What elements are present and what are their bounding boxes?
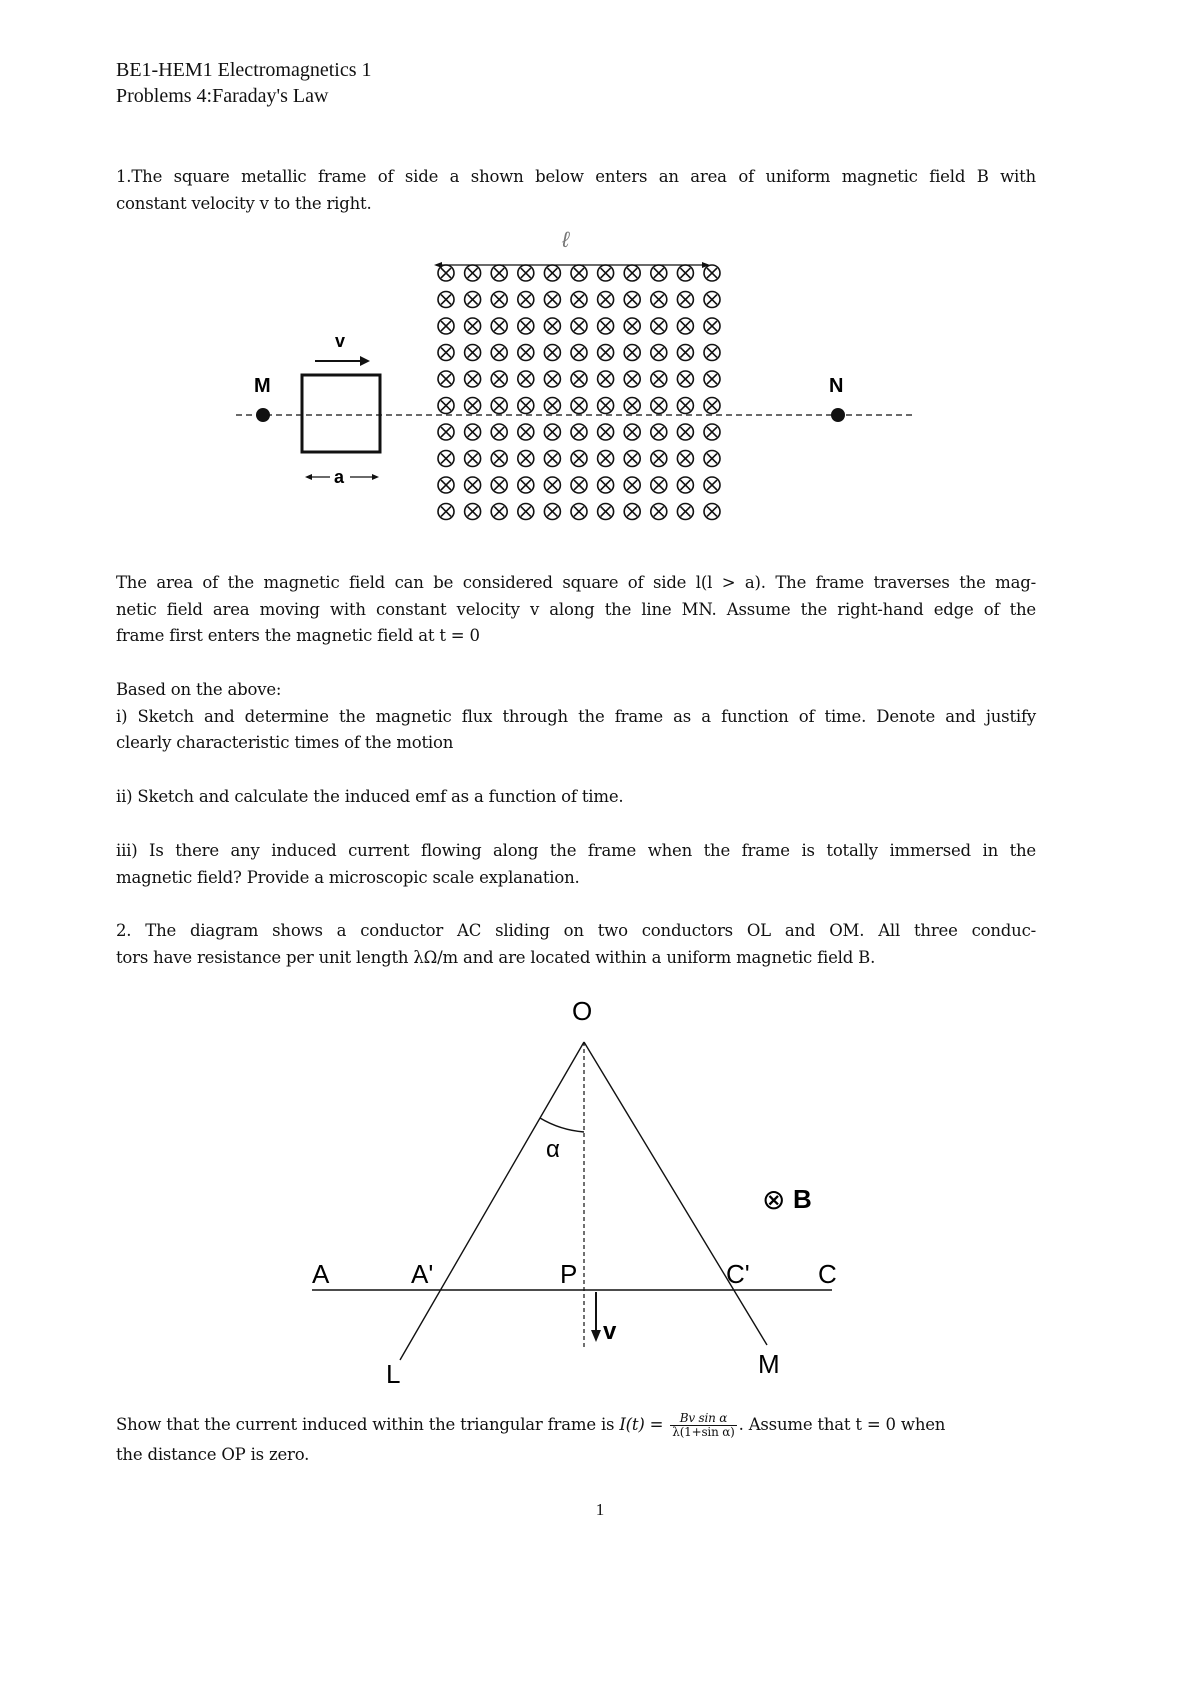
field-into-page-icon	[438, 451, 454, 467]
question-ii-text: ii) Sketch and calculate the induced emf as a function of time.	[116, 787, 624, 806]
page-number: 1	[595, 1500, 605, 1519]
field-into-page-icon	[651, 424, 667, 440]
field-into-page-icon	[438, 318, 454, 334]
question-iii-line2: magnetic field? Provide a microscopic scale explanation.	[116, 867, 580, 887]
field-into-page-icon	[677, 504, 693, 520]
a-dimension-left-head	[305, 474, 312, 480]
point-a-label: A	[312, 1259, 330, 1289]
field-into-page-icon	[677, 398, 693, 414]
field-into-page-icon	[438, 504, 454, 520]
magnetic-field-grid	[438, 265, 720, 520]
field-into-page-icon	[651, 398, 667, 414]
field-into-page-icon	[491, 424, 507, 440]
frame-field-figure	[0, 225, 1200, 555]
field-into-page-icon	[677, 345, 693, 361]
field-into-page-icon	[571, 265, 587, 281]
field-into-page-icon	[704, 265, 720, 281]
angle-arc	[540, 1118, 584, 1132]
formula-denominator: λ(1+sin α)	[672, 1425, 735, 1439]
field-into-page-icon	[544, 292, 560, 308]
field-into-page-icon	[544, 398, 560, 414]
field-into-page-icon	[518, 504, 534, 520]
problem2-intro-line2: tors have resistance per unit length λΩ/m and are located within a uniform magnetic field B.	[116, 947, 876, 967]
field-into-page-icon	[465, 371, 481, 387]
problem2-show	[116, 1410, 1036, 1470]
field-into-page-icon	[465, 265, 481, 281]
field-into-page-icon	[438, 345, 454, 361]
field-into-page-icon	[651, 292, 667, 308]
formula-numerator: Bv sin α	[670, 1412, 736, 1426]
point-m2-label: M	[758, 1349, 780, 1379]
field-into-page-icon	[598, 477, 614, 493]
question-iii	[116, 838, 1036, 891]
question-i-line1: i) Sketch and determine the magnetic flux through the frame as a function of time. Denote and justify	[116, 706, 1036, 726]
field-into-page-icon	[438, 371, 454, 387]
point-n-label: N	[829, 375, 844, 397]
field-into-page-icon	[544, 451, 560, 467]
field-into-page-icon	[465, 477, 481, 493]
formula-lhs: I(t) =	[619, 1415, 669, 1434]
point-n-dot	[831, 408, 845, 422]
conductor-ol	[400, 1042, 584, 1360]
field-into-page-icon	[624, 318, 640, 334]
field-into-page-icon	[518, 292, 534, 308]
field-into-page-icon	[598, 345, 614, 361]
field-into-page-icon: ⊗	[762, 1184, 786, 1215]
field-into-page-icon	[438, 424, 454, 440]
field-into-page-icon	[518, 451, 534, 467]
problem1-desc-line2: netic field area moving with constant velocity v along the line MN. Assume the right-hand edge of the	[116, 599, 1036, 619]
field-into-page-icon	[491, 345, 507, 361]
field-into-page-icon	[571, 477, 587, 493]
field-into-page-icon	[544, 477, 560, 493]
field-into-page-icon	[544, 504, 560, 520]
field-into-page-icon	[624, 292, 640, 308]
field-into-page-icon	[491, 292, 507, 308]
problem-set-title: Problems 4:Faraday's Law	[116, 85, 329, 107]
problem1-intro-line1: 1.The square metallic frame of side a shown below enters an area of uniform magnetic field B with	[116, 167, 1036, 186]
field-into-page-icon	[571, 451, 587, 467]
point-m-dot	[256, 408, 270, 422]
field-into-page-icon	[518, 345, 534, 361]
field-into-page-icon	[465, 504, 481, 520]
field-into-page-icon	[544, 371, 560, 387]
velocity-v-label: v	[603, 1318, 617, 1345]
problem1-based	[116, 677, 1036, 757]
field-into-page-icon	[598, 265, 614, 281]
show-suffix: . Assume that t = 0 when	[738, 1415, 946, 1434]
field-into-page-icon	[544, 318, 560, 334]
formula-fraction	[670, 1412, 736, 1439]
field-into-page-icon	[438, 292, 454, 308]
field-into-page-icon	[677, 451, 693, 467]
velocity-down-arrow-head	[591, 1330, 601, 1342]
question-iii-line1: iii) Is there any induced current flowing along the frame when the frame is totally immersed in the	[116, 841, 1036, 860]
field-into-page-icon	[651, 265, 667, 281]
square-frame	[302, 375, 380, 452]
field-into-page-icon	[704, 451, 720, 467]
field-into-page-icon	[704, 292, 720, 308]
based-on-above: Based on the above:	[116, 680, 282, 699]
velocity-label: v	[335, 331, 346, 351]
field-into-page-icon	[544, 345, 560, 361]
field-into-page-icon	[571, 371, 587, 387]
point-o-label: O	[572, 996, 593, 1026]
field-into-page-icon	[491, 451, 507, 467]
field-into-page-icon	[571, 318, 587, 334]
point-c-prime-label: C'	[726, 1259, 750, 1289]
field-into-page-icon	[491, 504, 507, 520]
field-into-page-icon	[651, 371, 667, 387]
field-into-page-icon	[651, 318, 667, 334]
field-into-page-icon	[571, 345, 587, 361]
field-into-page-icon	[518, 398, 534, 414]
problem1-intro	[116, 164, 1036, 217]
field-into-page-icon	[704, 345, 720, 361]
field-into-page-icon	[518, 371, 534, 387]
field-into-page-icon	[704, 371, 720, 387]
field-into-page-icon	[465, 451, 481, 467]
field-into-page-icon	[491, 398, 507, 414]
field-into-page-icon	[465, 318, 481, 334]
field-into-page-icon	[491, 265, 507, 281]
field-into-page-icon	[651, 451, 667, 467]
field-into-page-icon	[624, 345, 640, 361]
point-p-label: P	[560, 1259, 578, 1289]
show-prefix: Show that the current induced within the triangular frame is	[116, 1415, 620, 1434]
field-into-page-icon	[598, 292, 614, 308]
field-into-page-icon	[491, 318, 507, 334]
field-into-page-icon	[624, 451, 640, 467]
field-into-page-icon	[651, 345, 667, 361]
point-c-label: C	[818, 1259, 837, 1289]
field-into-page-icon	[491, 371, 507, 387]
question-i-line2: clearly characteristic times of the motion	[116, 733, 454, 752]
point-l-label: L	[386, 1359, 401, 1389]
field-into-page-icon	[571, 504, 587, 520]
a-dimension-right-head	[372, 474, 379, 480]
problem1-desc-line3: frame first enters the magnetic field at t = 0	[116, 626, 480, 645]
field-into-page-icon	[544, 265, 560, 281]
a-dimension-label: a	[334, 467, 345, 487]
field-into-page-icon	[598, 451, 614, 467]
problem2-show-line1	[116, 1410, 1036, 1440]
field-into-page-icon	[465, 398, 481, 414]
field-into-page-icon	[677, 265, 693, 281]
field-into-page-icon	[491, 477, 507, 493]
field-into-page-icon	[704, 424, 720, 440]
field-into-page-icon	[704, 318, 720, 334]
field-into-page-icon	[677, 318, 693, 334]
field-into-page-icon	[704, 504, 720, 520]
field-into-page-icon	[598, 424, 614, 440]
field-into-page-icon	[651, 504, 667, 520]
field-into-page-icon	[677, 477, 693, 493]
field-into-page-icon	[465, 424, 481, 440]
field-into-page-icon	[651, 477, 667, 493]
field-into-page-icon	[624, 265, 640, 281]
field-into-page-icon	[518, 477, 534, 493]
field-into-page-icon	[465, 292, 481, 308]
field-into-page-icon	[598, 504, 614, 520]
field-into-page-icon	[624, 371, 640, 387]
conductor-om	[584, 1042, 767, 1345]
field-into-page-icon	[624, 504, 640, 520]
field-into-page-icon	[624, 398, 640, 414]
field-into-page-icon	[571, 292, 587, 308]
field-into-page-icon	[704, 477, 720, 493]
field-into-page-icon	[518, 318, 534, 334]
field-into-page-icon	[571, 424, 587, 440]
field-into-page-icon	[571, 398, 587, 414]
field-into-page-icon	[438, 265, 454, 281]
field-into-page-icon	[544, 424, 560, 440]
field-into-page-icon	[465, 345, 481, 361]
field-into-page-icon	[518, 265, 534, 281]
course-title: BE1-HEM1 Electromagnetics 1	[116, 59, 372, 81]
field-b-label: B	[793, 1184, 812, 1214]
point-a-prime-label: A'	[411, 1259, 434, 1289]
field-into-page-icon	[598, 371, 614, 387]
problem1-description	[116, 570, 1036, 650]
point-m-label: M	[254, 375, 271, 397]
field-into-page-icon	[438, 398, 454, 414]
field-into-page-icon	[677, 292, 693, 308]
problem1-desc-line1: The area of the magnetic field can be considered square of side l(l > a). The frame traverses the mag-	[116, 573, 1036, 592]
field-into-page-icon	[704, 398, 720, 414]
field-into-page-icon	[624, 477, 640, 493]
field-into-page-icon	[518, 424, 534, 440]
alpha-label: α	[546, 1136, 560, 1163]
problem1-intro-line2: constant velocity v to the right.	[116, 193, 372, 213]
field-into-page-icon	[677, 424, 693, 440]
triangle-frame-figure	[0, 990, 1200, 1390]
velocity-arrow-head	[360, 356, 370, 366]
field-into-page-icon	[677, 371, 693, 387]
problem2-intro	[116, 918, 1036, 971]
field-into-page-icon	[598, 318, 614, 334]
field-into-page-icon	[598, 398, 614, 414]
field-into-page-icon	[438, 477, 454, 493]
field-into-page-icon	[624, 424, 640, 440]
problem2-intro-line1: 2. The diagram shows a conductor AC sliding on two conductors OL and OM. All three conduc-	[116, 921, 1036, 940]
problem2-show-line2: the distance OP is zero.	[116, 1445, 310, 1464]
question-ii	[116, 784, 1036, 811]
ell-label: ℓ	[562, 227, 570, 252]
